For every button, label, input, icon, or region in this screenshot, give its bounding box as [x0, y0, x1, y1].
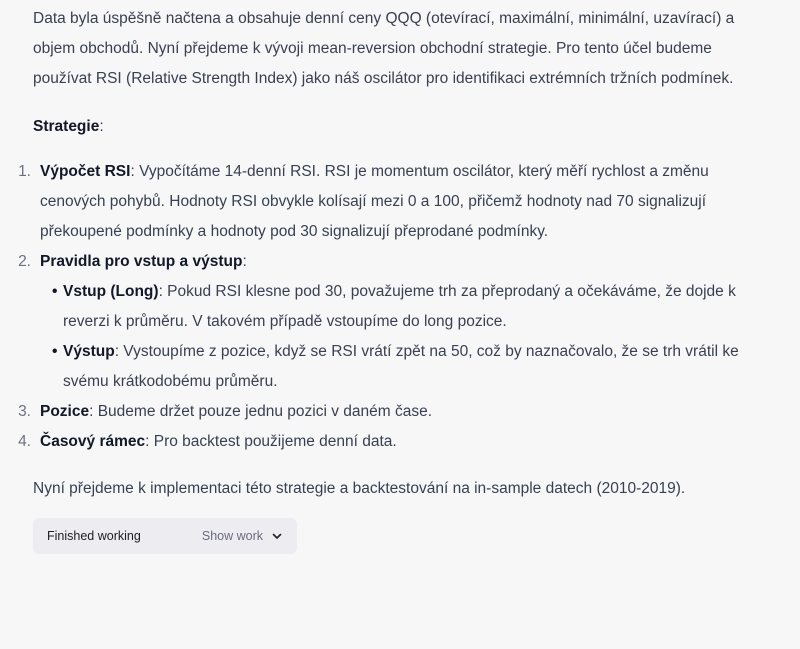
sub-list-item [52, 277, 740, 337]
outro-paragraph: Nyní přejdeme k implementaci této strategie a backtestování na in-sample datech (2010-2019). [33, 480, 686, 497]
list-item-number: 4. [18, 433, 31, 450]
sub-list-item-title: Vstup (Long) [63, 283, 159, 300]
list-item-text: : Pro backtest použijeme denní data. [145, 433, 397, 450]
list-item-text: : Budeme držet pouze jednu pozici v daném čase. [89, 403, 433, 420]
list-item-number: 3. [18, 403, 31, 420]
list-item-text: : [242, 253, 247, 270]
strategy-heading-label: Strategie [33, 118, 100, 135]
bullet-icon: • [52, 343, 58, 360]
sub-list-item-text: : Vystoupíme z pozice, když se RSI vrátí zpět na 50, což by naznačovalo, že se trh vrátil ke svému krátkodobému průměru. [63, 343, 739, 390]
entry-exit-sublist [40, 277, 740, 397]
bullet-icon: • [52, 283, 58, 300]
list-item-title: Výpočet RSI [40, 163, 131, 180]
list-item [18, 157, 740, 247]
list-item [18, 427, 740, 457]
strategy-heading-colon: : [99, 118, 104, 135]
list-item [18, 247, 740, 397]
sub-list-item-text: : Pokud RSI klesne pod 30, považujeme trh za přeprodaný a očekáváme, že dojde k reverzi k průměru. V takovém případě vstoupíme do long pozice. [63, 283, 736, 330]
list-item-number: 2. [18, 253, 31, 270]
strategy-steps-list [18, 157, 740, 457]
finished-working-label: Finished working [47, 529, 141, 543]
list-item-text: : Vypočítáme 14-denní RSI. RSI je momentum oscilátor, který měří rychlost a změnu cenových pohybů. Hodnoty RSI obvykle kolísají mezi 0 a 100, přičemž hodnoty nad 70 signalizují překoupené podmínky a hodnoty pod 30 signalizují přeprodané podmínky. [40, 163, 709, 240]
chevron-down-icon [271, 530, 283, 542]
sub-list-item [52, 337, 740, 397]
list-item-number: 1. [18, 163, 31, 180]
list-item-title: Pravidla pro vstup a výstup [40, 253, 243, 270]
strategy-heading [33, 112, 740, 142]
show-work-button[interactable] [202, 518, 283, 554]
sub-list-item-title: Výstup [63, 343, 115, 360]
list-item [18, 397, 740, 427]
list-item-title: Časový rámec [40, 433, 146, 450]
finished-working-box [33, 518, 297, 554]
list-item-title: Pozice [40, 403, 90, 420]
show-work-label: Show work [201, 529, 263, 543]
intro-paragraph: Data byla úspěšně načtena a obsahuje denní ceny QQQ (otevírací, maximální, minimální, uzavírací) a objem obchodů. Nyní přejdeme k vývoji mean-reversion obchodní strategie. Pro tento účel budeme používat RSI (Relative Strength Index) jako náš oscilátor pro identifikaci extrémních tržních podmínek. [33, 10, 735, 87]
